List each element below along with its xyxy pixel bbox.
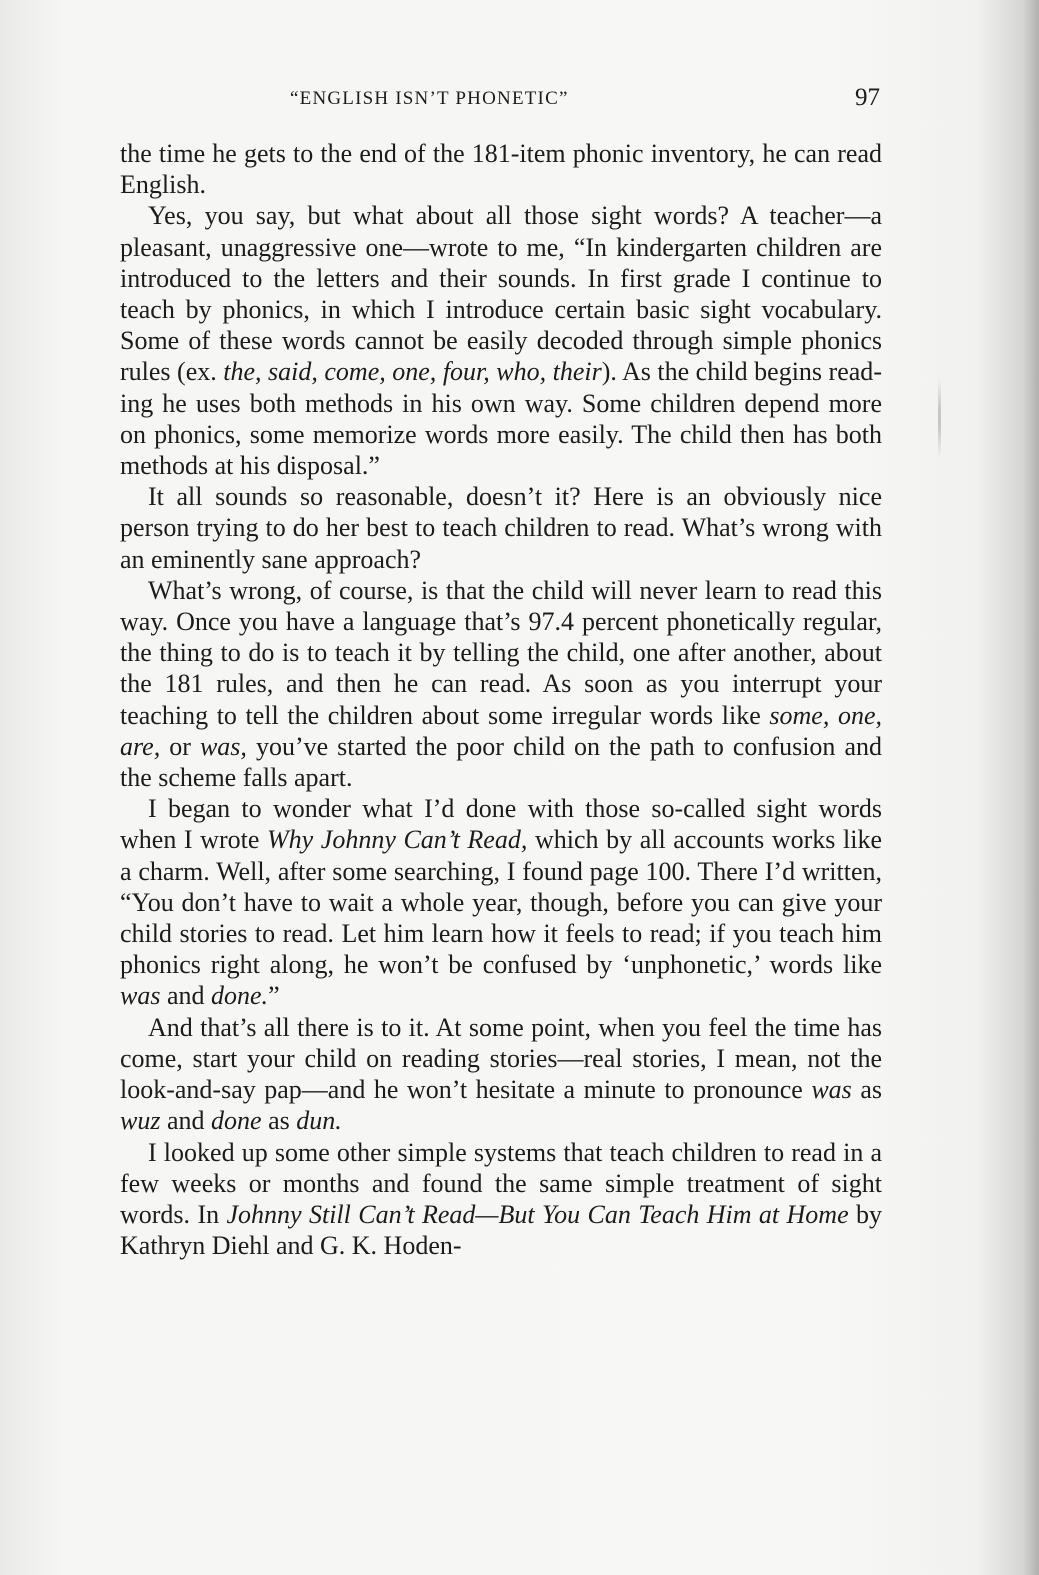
- page-header: [120, 84, 880, 124]
- paragraph-6-italic-was: was: [811, 1075, 852, 1105]
- paragraph-2: [120, 200, 882, 481]
- page-number: 97: [855, 84, 880, 111]
- paragraph-4-text-a: What’s wrong, of course, is that the child will never learn to read this way. Once you have a language that’s 97.4 percent phonetically regular, the thing to do is to teach it by telling the child, one after another, about the 181 rules, and then he can read. As soon as you interrupt your teaching to tell the children about some irregular words like: [120, 575, 882, 730]
- paragraph-5-italic-done: done.: [211, 981, 269, 1011]
- paragraph-4: [120, 575, 882, 793]
- paragraph-5-book-title: Why Johnny Can’t Read,: [266, 825, 528, 855]
- paragraph-6: [120, 1012, 882, 1137]
- paragraph-1: [120, 138, 882, 200]
- paragraph-7-text-c: by Kathryn Diehl and G. K. Hoden-: [120, 1199, 883, 1261]
- paragraph-6-text-c: as: [851, 1075, 882, 1105]
- paragraph-6-italic-wuz: wuz: [120, 1106, 161, 1136]
- paragraph-5-text-g: ”: [268, 981, 280, 1011]
- paragraph-5-italic-was: was: [120, 981, 161, 1011]
- body-text: [120, 138, 882, 1261]
- paragraph-6-text-a: And that’s all there is to it. At some point, when you feel the time has come, start your child on reading stories—real stories, I mean, not the look-and-say pap—and he won’t hesitate a minute to pronounce: [120, 1012, 882, 1105]
- paragraph-5-text-a: I began to wonder what I’d done with those so-called sight words when I wrote: [120, 794, 882, 855]
- paragraph-5: [120, 793, 882, 1011]
- paragraph-1-text: the time he gets to the end of the 181-item phonic inventory, he can read English.: [120, 139, 882, 200]
- paragraph-6-text-g: as: [261, 1106, 297, 1136]
- margin-mark: [938, 378, 941, 458]
- spine-shadow: [1023, 0, 1039, 1575]
- paragraph-7-book-title: Johnny Still Can’t Read—But You Can Teach Him at Home: [226, 1199, 849, 1229]
- paragraph-4-text-e: you’ve started the poor child on the path to confusion and the scheme falls apart.: [120, 731, 882, 793]
- paragraph-5-text-e: and: [160, 981, 212, 1011]
- paragraph-4-text-c: or: [160, 731, 200, 761]
- paragraph-7-text-a: I looked up some other simple systems that teach children to read in a few weeks or months and found the same simple treatment of sight words. In: [120, 1137, 882, 1229]
- paragraph-2-italic-examples: the, said, come, one, four, who, their: [223, 357, 602, 387]
- paragraph-4-italic-words: some, one, are,: [120, 700, 882, 761]
- paragraph-2-text-c: ). As the child begins reading he uses both methods in his own way. Some children depend more on phonics, some memorize words more easily. The child then has both methods at his disposal.”: [120, 357, 882, 481]
- paragraph-7: [120, 1137, 882, 1262]
- paragraph-3: [120, 481, 882, 575]
- running-head: “ENGLISH ISN’T PHONETIC”: [290, 88, 569, 109]
- paragraph-4-italic-was: was,: [199, 731, 247, 761]
- paragraph-3-text: It all sounds so reasonable, doesn’t it? Here is an obviously nice person trying to do her best to teach children to read. What’s wrong with an eminently sane approach?: [120, 482, 882, 574]
- paragraph-6-text-e: and: [160, 1106, 212, 1136]
- paragraph-2-text-a: Yes, you say, but what about all those sight words? A teacher—a pleasant, unaggressive one—wrote to me, “In kindergarten children are introduced to the letters and their sounds. In first grade I continue to teach by phonics, in which I introduce certain basic sight vocabulary. Some of these words cannot be easily decoded through simple phonics rules (ex.: [120, 201, 882, 387]
- paragraph-5-text-c: which by all accounts works like a charm. Well, after some searching, I found page 100. There I’d written, “You don’t have to wait a whole year, though, before you can give your child stories to read. Let him learn how it feels to read; if you teach him phonics right along, he won’t be confused by ‘unphonetic,’ words like: [120, 825, 882, 980]
- paragraph-6-italic-done: done: [211, 1106, 262, 1136]
- paragraph-6-italic-dun: dun.: [296, 1106, 342, 1136]
